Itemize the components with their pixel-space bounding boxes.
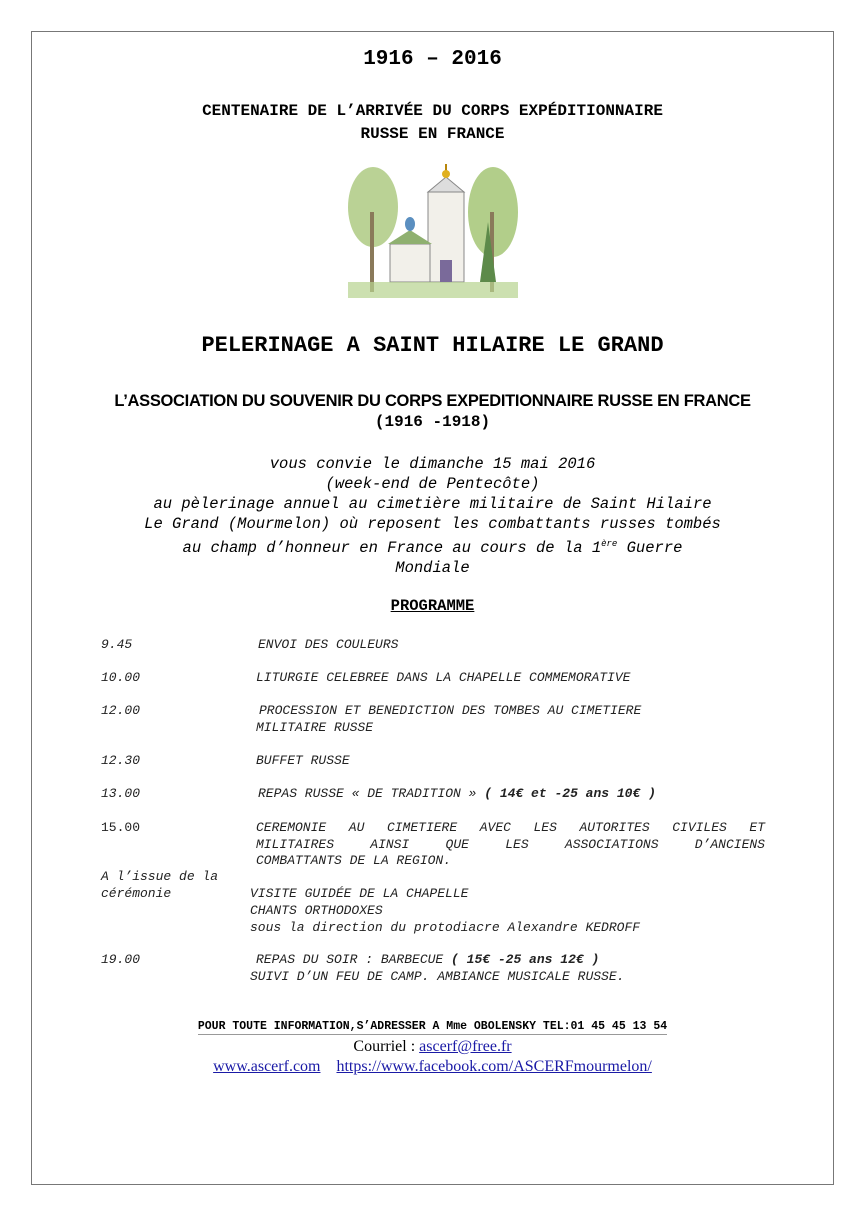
item-text: CHANTS ORTHODOXES	[250, 903, 383, 918]
invitation-line: au pèlerinage annuel au cimetière militaire de Saint Hilaire	[153, 495, 712, 513]
programme-heading-text: PROGRAMME	[390, 597, 475, 615]
item-time: 12.30	[101, 753, 141, 768]
invitation-line: Mondiale	[395, 559, 470, 578]
item-text: MILITAIRE RUSSE	[256, 720, 374, 735]
item-text: SUIVI D’UN FEU DE CAMP. AMBIANCE MUSICALE RUSSE.	[250, 969, 625, 984]
invitation-line	[31, 534, 834, 558]
association-name: L’ASSOCIATION DU SOUVENIR DU CORPS EXPEDITIONNAIRE RUSSE EN FRANCE	[114, 392, 751, 410]
footer-info	[31, 1020, 834, 1033]
item-text: sous la direction du protodiacre Alexandre KEDROFF	[250, 920, 641, 935]
item-text: PROCESSION ET BENEDICTION DES TOMBES AU CIMETIERE	[259, 703, 642, 718]
item-text: REPAS DU SOIR : BARBECUE	[256, 952, 452, 967]
item-price: ( 14€ et -25 ans 10€ )	[484, 786, 656, 801]
item-text: MILITAIRES AINSI QUE LES ASSOCIATIONS D’ANCIENS	[256, 836, 765, 852]
item-text: REPAS RUSSE « DE TRADITION »	[258, 786, 485, 801]
item-time: 10.00	[101, 670, 141, 685]
item-text: ENVOI DES COULEURS	[258, 637, 399, 652]
item-text: BUFFET RUSSE	[256, 753, 350, 768]
item-text: LITURGIE CELEBREE DANS LA CHAPELLE COMMEMORATIVE	[256, 670, 631, 685]
text: Guerre	[617, 539, 683, 558]
invitation-text	[31, 454, 834, 578]
footer-email-line	[31, 1038, 834, 1056]
invitation-line: (week-end de Pentecôte)	[325, 475, 540, 493]
header-subtitle-2: RUSSE EN FRANCE	[360, 125, 505, 143]
item-price: ( 15€ -25 ans 12€ )	[451, 952, 600, 967]
item-time: 12.00	[101, 703, 141, 718]
footer-links	[31, 1058, 834, 1076]
item-time: 9.45	[101, 637, 133, 652]
header-subtitle-1: CENTENAIRE DE L’ARRIVÉE DU CORPS EXPÉDITIONNAIRE	[202, 102, 663, 120]
item-time: cérémonie	[101, 886, 172, 901]
footer-info-text: POUR TOUTE INFORMATION,S’ADRESSER A Mme OBOLENSKY TEL:01 45 45 13 54	[197, 1020, 668, 1033]
page-title: PELERINAGE A SAINT HILAIRE LE GRAND	[201, 333, 664, 358]
item-time: A l’issue de la	[101, 869, 219, 884]
text: au champ d’honneur en France au cours de la 1	[182, 539, 602, 558]
header-years: 1916 – 2016	[363, 48, 502, 71]
association-dates: (1916 -1918)	[374, 413, 491, 431]
facebook-link[interactable]: https://www.facebook.com/ASCERFmourmelon/	[336, 1058, 652, 1075]
invitation-line: vous convie le dimanche 15 mai 2016	[269, 455, 596, 473]
programme-heading	[31, 597, 834, 615]
email-label: Courriel :	[353, 1038, 420, 1055]
email-link[interactable]: ascerf@free.fr	[419, 1038, 512, 1055]
superscript: ère	[601, 539, 618, 549]
website-link[interactable]: www.ascerf.com	[213, 1058, 321, 1075]
invitation-line: Le Grand (Mourmelon) où reposent les combattants russes tombés	[144, 515, 721, 533]
chapel-with-trees-illustration	[348, 152, 518, 298]
item-text: CEREMONIE AU CIMETIERE AVEC LES AUTORITES CIVILES ET	[256, 820, 765, 835]
item-text: COMBATTANTS DE LA REGION.	[256, 853, 452, 868]
item-text: VISITE GUIDÉE DE LA CHAPELLE	[250, 886, 469, 901]
item-time: 19.00	[101, 952, 141, 967]
item-time: 13.00	[101, 786, 141, 801]
item-time: 15.00	[101, 820, 141, 835]
